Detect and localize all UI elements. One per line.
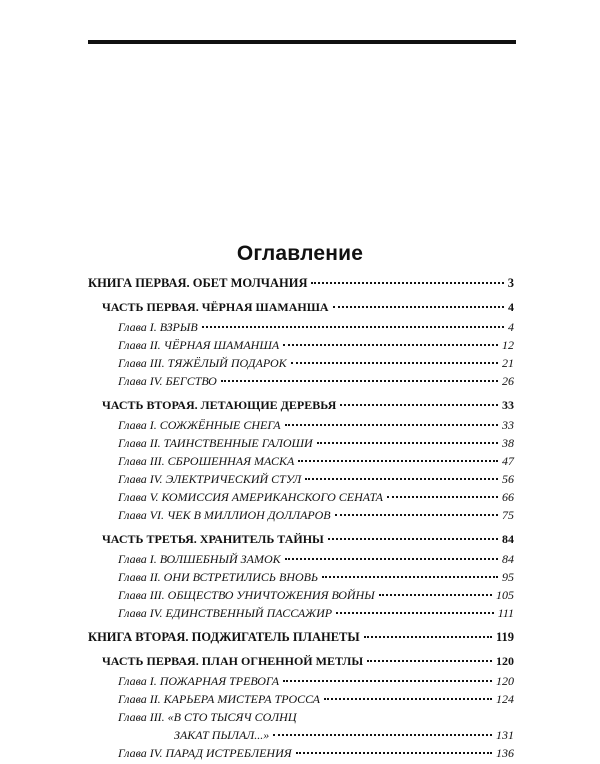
dot-leader bbox=[221, 380, 498, 382]
toc-entry-page: 84 bbox=[502, 552, 514, 566]
toc-entry-chapter bbox=[88, 674, 514, 692]
toc-entry-chapter bbox=[88, 570, 514, 588]
toc-entry-page: 21 bbox=[502, 356, 514, 370]
toc-entry-chapter-nopage bbox=[88, 710, 514, 728]
toc-entry-page: 120 bbox=[496, 654, 514, 668]
toc-entry-chapter bbox=[88, 320, 514, 338]
toc-entry-chapter bbox=[88, 552, 514, 570]
toc-entry-label: Глава I. ПОЖАРНАЯ ТРЕВОГА bbox=[118, 674, 280, 688]
toc-entry-chapter bbox=[88, 356, 514, 374]
toc-entry-page: 47 bbox=[502, 454, 514, 468]
toc-entry-label: Глава III. ТЯЖЁЛЫЙ ПОДАРОК bbox=[118, 356, 287, 370]
toc-entry-page: 33 bbox=[502, 418, 514, 432]
toc-entry-page: 3 bbox=[507, 276, 514, 290]
dot-leader bbox=[296, 752, 492, 754]
toc-entry-page: 120 bbox=[496, 674, 514, 688]
toc-entry-part bbox=[88, 398, 514, 418]
dot-leader bbox=[317, 442, 498, 444]
dot-leader bbox=[202, 326, 504, 328]
toc-entry-chapter bbox=[88, 418, 514, 436]
toc-entry-label: Глава VI. ЧЕК В МИЛЛИОН ДОЛЛАРОВ bbox=[118, 508, 331, 522]
toc-entry-label: Глава II. ОНИ ВСТРЕТИЛИСЬ ВНОВЬ bbox=[118, 570, 319, 584]
toc-entry-page: 33 bbox=[502, 398, 514, 412]
dot-leader bbox=[387, 496, 498, 498]
dot-leader bbox=[311, 282, 503, 284]
toc-list bbox=[88, 274, 514, 764]
toc-entry-page: 66 bbox=[502, 490, 514, 504]
toc-entry-chapter bbox=[88, 472, 514, 490]
toc-entry-chapter bbox=[88, 436, 514, 454]
toc-entry-page: 38 bbox=[502, 436, 514, 450]
dot-leader bbox=[364, 636, 492, 638]
toc-entry-label: Глава IV. ЕДИНСТВЕННЫЙ ПАССАЖИР bbox=[118, 606, 333, 620]
toc-entry-book bbox=[88, 276, 514, 296]
toc-entry-label: ЗАКАТ ПЫЛАЛ...» bbox=[174, 728, 270, 742]
dot-leader bbox=[283, 344, 498, 346]
toc-entry-page: 4 bbox=[508, 320, 514, 334]
toc-entry-label: Глава II. КАРЬЕРА МИСТЕРА ТРОССА bbox=[118, 692, 320, 706]
toc-entry-label: Глава II. ЧЁРНАЯ ШАМАНША bbox=[118, 338, 280, 352]
toc-entry-label: Глава I. СОЖЖЁННЫЕ СНЕГА bbox=[118, 418, 281, 432]
toc-entry-page: 56 bbox=[502, 472, 514, 486]
toc-entry-label: КНИГА ПЕРВАЯ. ОБЕТ МОЛЧАНИЯ bbox=[88, 276, 308, 290]
toc-entry-label: ЧАСТЬ ПЕРВАЯ. ПЛАН ОГНЕННОЙ МЕТЛЫ bbox=[102, 654, 364, 668]
toc-entry-chapter bbox=[88, 454, 514, 472]
dot-leader bbox=[335, 514, 498, 516]
toc-entry-part bbox=[88, 300, 514, 320]
toc-entry-label: Глава IV. БЕГСТВО bbox=[118, 374, 217, 388]
toc-entry-part bbox=[88, 532, 514, 552]
toc-entry-book bbox=[88, 630, 514, 650]
toc-entry-chapter bbox=[88, 692, 514, 710]
dot-leader bbox=[285, 424, 498, 426]
toc-entry-page: 136 bbox=[496, 746, 514, 760]
toc-entry-chapter bbox=[88, 606, 514, 624]
top-rule bbox=[88, 40, 516, 44]
toc-entry-page: 75 bbox=[502, 508, 514, 522]
dot-leader bbox=[285, 558, 498, 560]
dot-leader bbox=[340, 404, 498, 406]
toc-entry-label: Глава I. ВОЛШЕБНЫЙ ЗАМОК bbox=[118, 552, 281, 566]
toc-entry-label: Глава V. КОМИССИЯ АМЕРИКАНСКОГО СЕНАТА bbox=[118, 490, 383, 504]
toc-entry-chapter bbox=[88, 508, 514, 526]
dot-leader bbox=[367, 660, 492, 662]
dot-leader bbox=[283, 680, 492, 682]
toc-entry-chapter bbox=[88, 588, 514, 606]
toc-entry-label: КНИГА ВТОРАЯ. ПОДЖИГАТЕЛЬ ПЛАНЕТЫ bbox=[88, 630, 360, 644]
toc-entry-label: Глава III. СБРОШЕННАЯ МАСКА bbox=[118, 454, 295, 468]
dot-leader bbox=[333, 306, 504, 308]
toc-entry-cont bbox=[88, 728, 514, 746]
toc-entry-page: 111 bbox=[497, 606, 514, 620]
toc-entry-label: Глава IV. ЭЛЕКТРИЧЕСКИЙ СТУЛ bbox=[118, 472, 302, 486]
dot-leader bbox=[336, 612, 494, 614]
toc-entry-page: 119 bbox=[495, 630, 514, 644]
dot-leader bbox=[328, 538, 498, 540]
toc-entry-chapter bbox=[88, 338, 514, 356]
toc-entry-page: 84 bbox=[502, 532, 514, 546]
toc-entry-chapter bbox=[88, 490, 514, 508]
toc-entry-page: 26 bbox=[502, 374, 514, 388]
toc-title: Оглавление bbox=[236, 242, 364, 265]
toc-entry-page: 4 bbox=[508, 300, 514, 314]
toc-entry-page: 12 bbox=[502, 338, 514, 352]
toc-entry-part bbox=[88, 654, 514, 674]
toc-entry-page: 131 bbox=[496, 728, 514, 742]
toc-entry-page: 105 bbox=[496, 588, 514, 602]
toc-entry-chapter bbox=[88, 374, 514, 392]
dot-leader bbox=[273, 734, 492, 736]
dot-leader bbox=[324, 698, 492, 700]
toc-entry-page: 124 bbox=[496, 692, 514, 706]
toc-entry-label: Глава IV. ПАРАД ИСТРЕБЛЕНИЯ bbox=[118, 746, 292, 760]
toc-entry-label: Глава I. ВЗРЫВ bbox=[118, 320, 198, 334]
toc-entry-chapter bbox=[88, 746, 514, 764]
dot-leader bbox=[305, 478, 498, 480]
toc-entry-label: Глава III. «В СТО ТЫСЯЧ СОЛНЦ bbox=[118, 710, 297, 724]
toc-entry-label: ЧАСТЬ ПЕРВАЯ. ЧЁРНАЯ ШАМАНША bbox=[102, 300, 329, 314]
toc-entry-label: ЧАСТЬ ВТОРАЯ. ЛЕТАЮЩИЕ ДЕРЕВЬЯ bbox=[102, 398, 337, 412]
dot-leader bbox=[298, 460, 498, 462]
toc-entry-label: Глава III. ОБЩЕСТВО УНИЧТОЖЕНИЯ ВОЙНЫ bbox=[118, 588, 375, 602]
dot-leader bbox=[379, 594, 492, 596]
toc-entry-label: ЧАСТЬ ТРЕТЬЯ. ХРАНИТЕЛЬ ТАЙНЫ bbox=[102, 532, 324, 546]
dot-leader bbox=[291, 362, 498, 364]
toc-entry-label: Глава II. ТАИНСТВЕННЫЕ ГАЛОШИ bbox=[118, 436, 313, 450]
dot-leader bbox=[322, 576, 498, 578]
toc-entry-page: 95 bbox=[502, 570, 514, 584]
